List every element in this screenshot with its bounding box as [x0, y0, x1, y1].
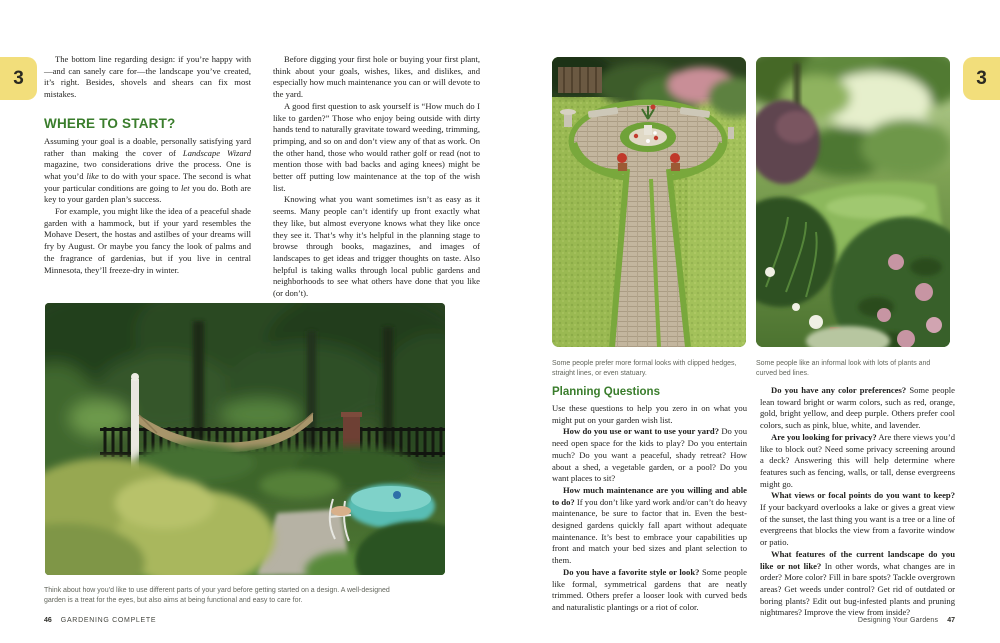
chapter-tab-right — [963, 57, 1000, 100]
footer-right — [858, 617, 955, 624]
text-segment: Assuming your goal is a doable, personally satisfying yard rather than making the cover of — [44, 135, 251, 158]
italic-word: like — [86, 170, 99, 181]
text-segment: you do. Both are key to your garden plan’s success. — [44, 182, 251, 205]
right-text-columns — [552, 385, 955, 619]
body-paragraph: For example, you might like the idea of a peaceful shade garden with a hammock, but if your yard resembles the Mohave Desert, the hostas and astilbes of your dreams will fry by August. Or maybe you fancy the look of palms and the fragrance of gardenias, but if you live in central Minnesota, they’ll freeze-dry in winter. — [44, 206, 251, 275]
page-number: 46 — [44, 617, 52, 624]
question-answer: Are there views you’d like to block out? Need some privacy screening around a deck? Answering this will help determine where features such as fencing, walls, or tall, dense evergreens might go. — [760, 431, 955, 489]
text-segment: magazine, two considerations drive the process. One is what you’d — [44, 159, 251, 181]
page-right — [500, 0, 1000, 643]
photo-informal-garden — [756, 57, 950, 347]
question-lead: Do you have a favorite style or look? — [563, 566, 700, 577]
right-column-1 — [552, 385, 747, 619]
chapter-number: 3 — [976, 67, 987, 89]
body-paragraph: Before digging your first hole or buying your first plant, think about your goals, wishes, likes, and dislikes, and especially how much maintenance you can or will devote to the yard. — [273, 54, 480, 100]
question-paragraph — [760, 549, 955, 619]
body-paragraph: The bottom line regarding design: if you’re happy with—and can sanely care for—the landscape you’ve created, it’s right. Besides, shovels and shears can fix most mistakes. — [44, 54, 251, 100]
question-lead: Do you have any color preferences? — [771, 385, 907, 395]
page-number: 47 — [947, 617, 955, 624]
question-lead: Are you looking for privacy? — [771, 431, 877, 442]
text-segment: to do with your space. The second is what your particular conditions are going to — [44, 170, 251, 193]
body-paragraph: A good first question to ask yourself is “How much do I like to garden?” Those who enjoy being outside with dirty hands tend to naturally gravitate toward weeding, trimming, primping, and so on and don’t view any of that as work. On the other hand, those who would rather golf or read (not to mention those with bad backs and aging knees) might be better off putting low maintenance at the top of the wish list. — [273, 100, 480, 193]
body-paragraph — [44, 136, 251, 206]
question-answer: Some people like formal, symmetrical gardens that are neatly trimmed. Others prefer a looser look with curved beds and naturalistic plantings or a riot of color. — [552, 566, 747, 612]
photo-illustration — [552, 57, 746, 347]
body-paragraph: Knowing what you want sometimes isn’t as easy as it seems. Many people can’t identify up front exactly what they like, but almost everyone knows what they like once they see it. That’s why it’s helpful in the planning stage to browse through books, magazines, and images of landscapes to get ideas and trigger thoughts on taste. Also helpful is taking walks through local public gardens and neighborhoods to see what others have done that you like (or don’t). — [273, 194, 480, 299]
body-paragraph: Use these questions to help you zero in on what you might put on your garden wish list. — [552, 403, 747, 425]
photo-backyard-hammock-garden — [45, 303, 445, 575]
section-heading-planning-questions: Planning Questions — [552, 386, 660, 398]
question-paragraph — [760, 385, 955, 432]
book-title: GARDENING COMPLETE — [60, 617, 157, 624]
section-heading-where-to-start: WHERE TO START? — [44, 115, 176, 131]
question-lead: What views or focal points do you want to keep? — [771, 490, 955, 501]
photo-illustration — [45, 303, 445, 575]
photo-caption-formal: Some people prefer more formal looks with clipped hedges, straight lines, or even statuary. — [552, 360, 737, 377]
photo-caption-informal: Some people like an informal look with lots of plants and curved bed lines. — [756, 360, 931, 377]
question-answer: Do you need open space for the kids to play? Do you entertain much? Do you want a peaceful, shady retreat? How about a shed, a vegetable garden, or a pool? Do you want places to sit? — [552, 426, 748, 484]
question-paragraph — [760, 490, 955, 549]
question-answer: If your backyard overlooks a lake or gives a great view of the sunset, the last thing you want is a tree or a line of evergreens that blocks the view from a favorite window or patio. — [760, 502, 955, 548]
footer-left — [44, 617, 156, 624]
italic-magazine-name: Landscape Wizard — [182, 147, 251, 158]
question-lead: How much maintenance are you willing and able to do? — [552, 484, 747, 507]
question-paragraph — [552, 567, 747, 614]
photo-caption-main: Think about how you’d like to use different parts of your yard before getting started on a design. A well-designed garden is a treat for the eyes, but also aims at being functional and easy to care for. — [44, 587, 390, 604]
question-lead: What features of the current landscape do you like or not like? — [760, 548, 955, 571]
question-paragraph — [552, 485, 747, 567]
italic-word: let — [181, 182, 190, 193]
photo-formal-garden — [552, 57, 746, 347]
question-answer: Some people lean toward bright or warm colors, such as red, orange, gold, bright yellow, and deep purple. Others prefer cool colors, such as pink, blue, white, and lavender. — [760, 385, 955, 431]
chapter-tab-left — [0, 57, 37, 100]
left-text-columns — [44, 54, 480, 300]
question-lead: How do you use or want to use your yard? — [563, 426, 719, 437]
question-paragraph — [552, 426, 747, 485]
left-column-1 — [44, 54, 251, 300]
chapter-number: 3 — [13, 67, 24, 89]
question-answer: If you don’t like yard work and/or can’t do heavy maintenance, be sure to factor that in. Even the best-designed gardens quickly fall apart without adequate maintenance. It’s best to embrace your capabilities up front and match your bed sizes and plant selection to them. — [552, 496, 748, 566]
question-paragraph — [760, 432, 955, 491]
question-answer: In other words, what changes are in order? More color? Fill in bare spots? Tackle overgrown areas? Get weeds under control? Get rid of outdated or boring plants? Edit out bug-infested plants and pruning nightmares? Improve the view from inside? — [760, 560, 955, 618]
section-title: Designing Your Gardens — [857, 617, 939, 624]
left-column-2 — [273, 54, 480, 300]
right-column-2 — [760, 385, 955, 619]
photo-illustration — [756, 57, 950, 347]
